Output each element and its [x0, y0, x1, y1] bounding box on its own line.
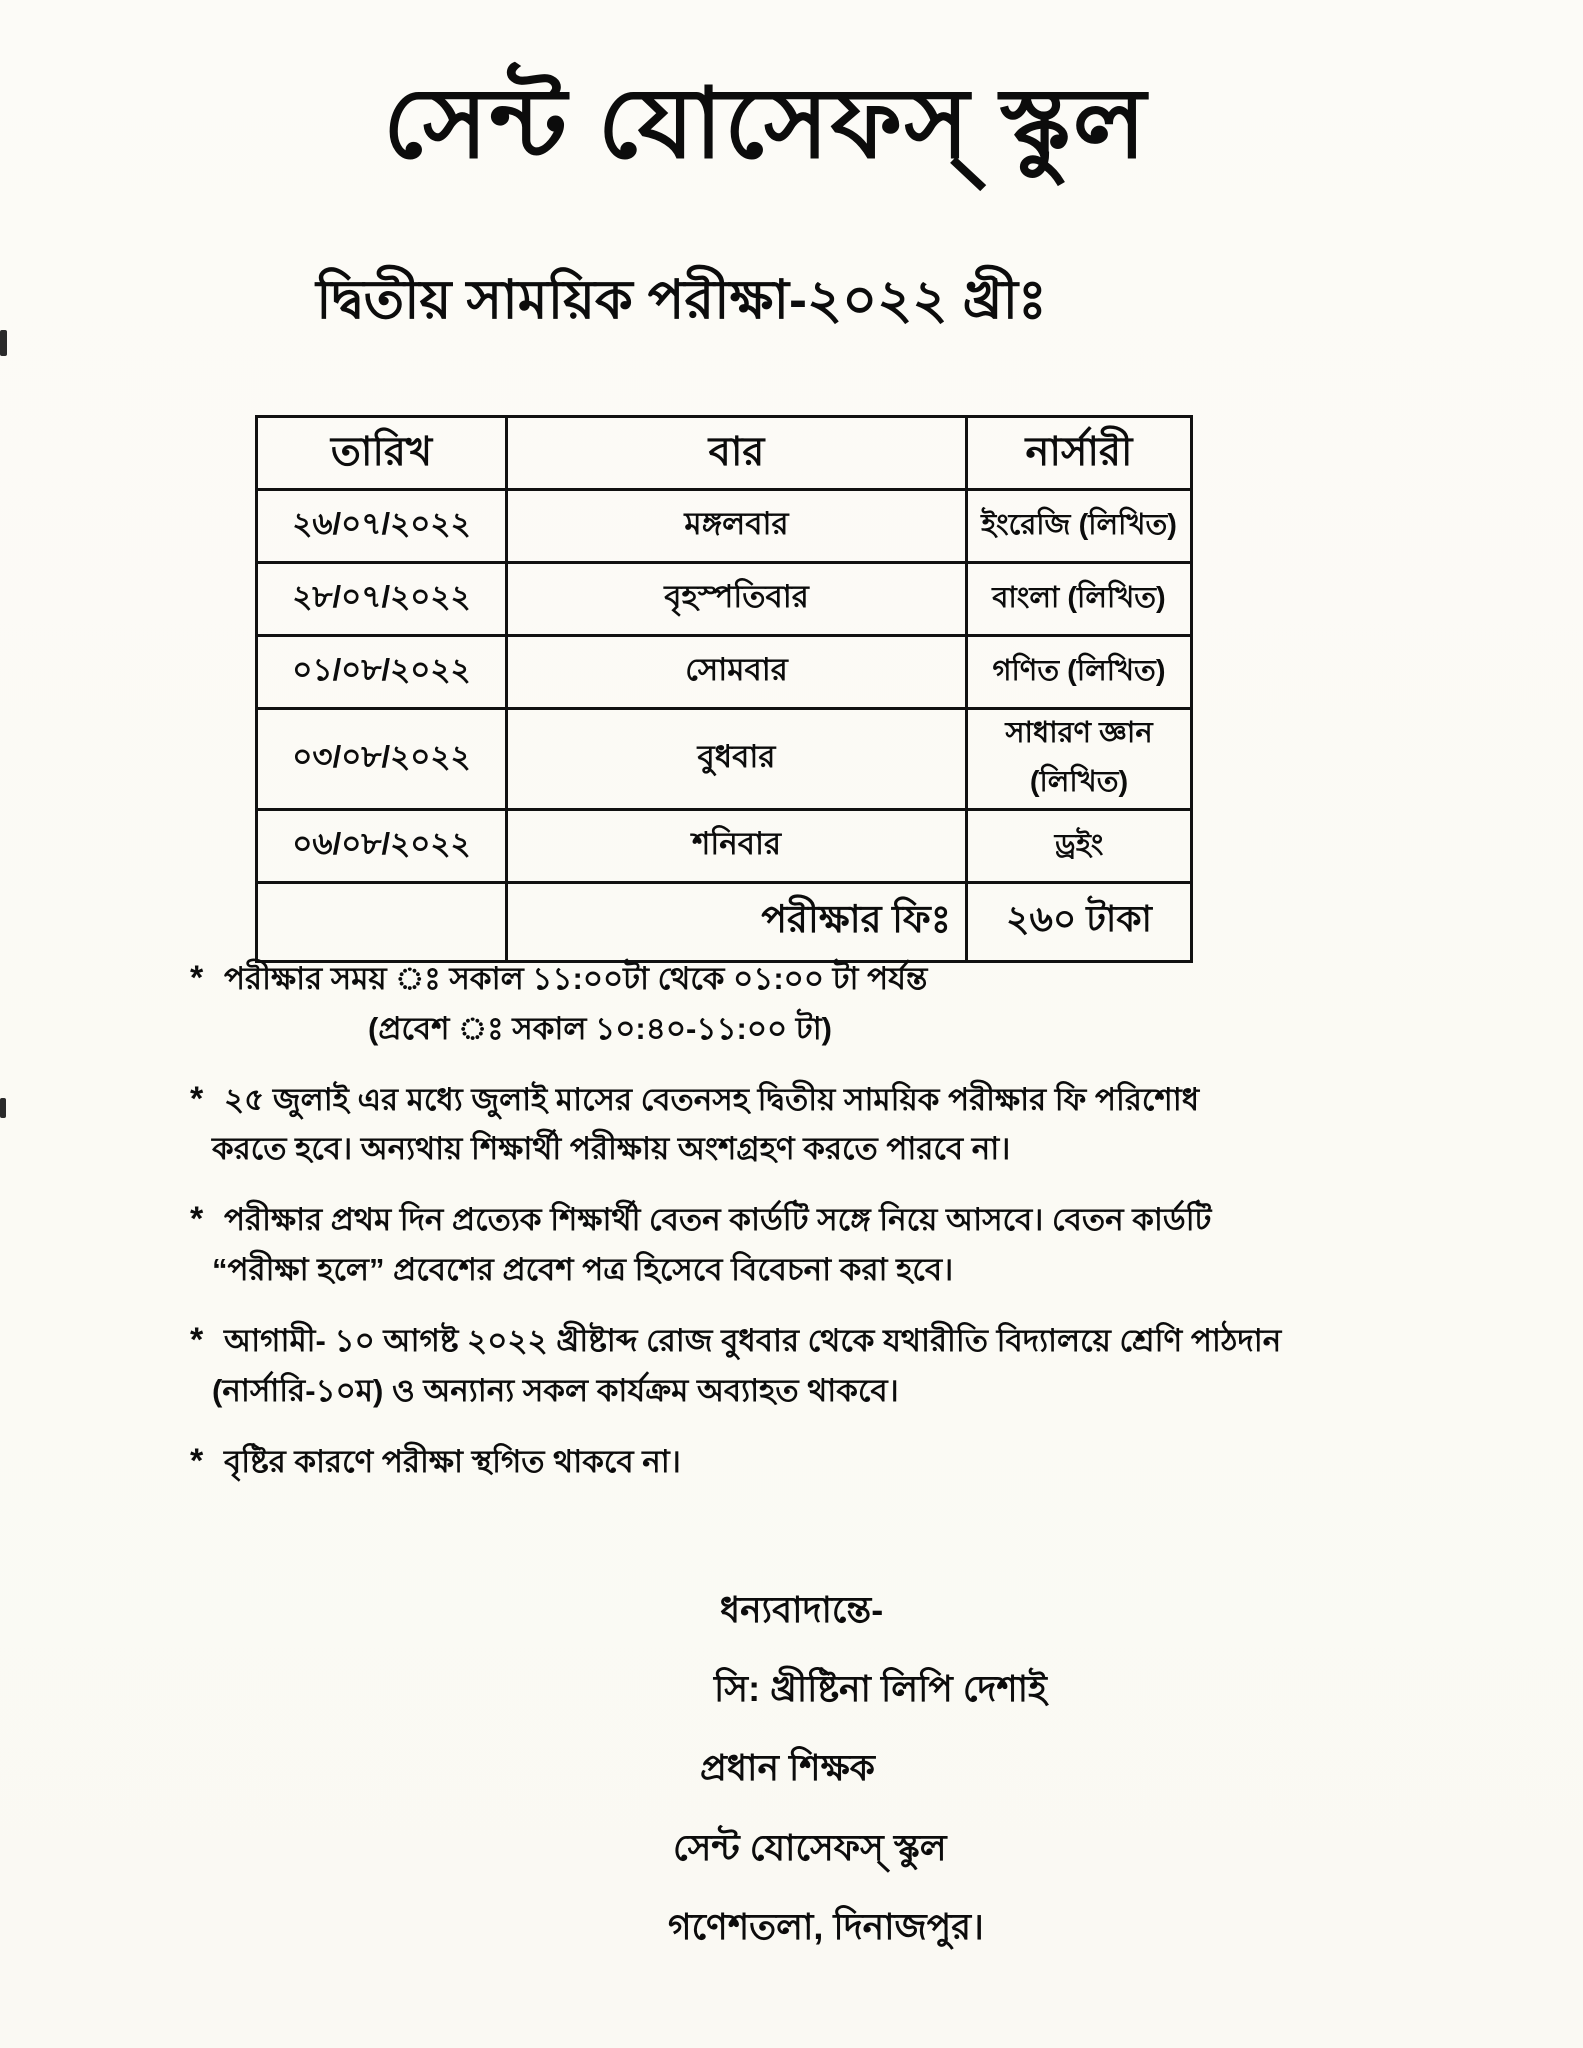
- asterisk-bullet: *: [190, 1321, 204, 1360]
- note-text: আগামী- ১০ আগষ্ট ২০২২ খ্রীষ্টাব্দ রোজ বুধবার থেকে যথারীতি বিদ্যালয়ে শ্রেণি পাঠদান: [224, 1323, 1282, 1359]
- signature-designation: প্রধান শিক্ষক: [700, 1747, 875, 1789]
- note-fee-deadline: [190, 1073, 1350, 1174]
- exam-subject: গণিত (লিখিত): [967, 636, 1192, 709]
- exam-date: ০৬/০৮/২০২২: [257, 810, 507, 883]
- exam-subject: সাধারণ জ্ঞান (লিখিত): [967, 709, 1192, 810]
- exam-day: সোমবার: [507, 636, 967, 709]
- exam-day: বুধবার: [507, 709, 967, 810]
- table-row: [257, 563, 1192, 636]
- column-header-date: তারিখ: [257, 417, 507, 490]
- exam-subject: ইংরেজি (লিখিত): [967, 490, 1192, 563]
- exam-fee-label: পরীক্ষার ফিঃ: [507, 883, 967, 962]
- exam-day: মঙ্গলবার: [507, 490, 967, 563]
- signature-address: গণেশতলা, দিনাজপুর।: [668, 1905, 984, 1947]
- table-header-row: [257, 417, 1192, 490]
- note-rain-policy: [190, 1435, 1350, 1488]
- note-text-continued: করতে হবে। অন্যথায় শিক্ষার্থী পরীক্ষায় অংশগ্রহণ করতে পারবে না।: [212, 1131, 1011, 1167]
- asterisk-bullet: *: [190, 959, 204, 997]
- exam-date: ২৮/০৭/২০২২: [257, 563, 507, 636]
- note-pay-card: [190, 1193, 1350, 1294]
- column-header-class: নার্সারী: [967, 417, 1192, 490]
- exam-subject: ড্রইং: [967, 810, 1192, 883]
- exam-subject: বাংলা (লিখিত): [967, 563, 1192, 636]
- note-text: ২৫ জুলাই এর মধ্যে জুলাই মাসের বেতনসহ দ্বিতীয় সাময়িক পরীক্ষার ফি পরিশোধ: [224, 1081, 1200, 1117]
- exam-date: ০৩/০৮/২০২২: [257, 709, 507, 810]
- note-text: পরীক্ষার প্রথম দিন প্রত্যেক শিক্ষার্থী বেতন কার্ডটি সঙ্গে নিয়ে আসবে। বেতন কার্ডটি: [224, 1202, 1212, 1238]
- asterisk-bullet: *: [190, 1441, 204, 1480]
- table-row: [257, 490, 1192, 563]
- signature-thanks: ধন্যবাদান্তে-: [720, 1589, 884, 1630]
- asterisk-bullet: *: [190, 1079, 204, 1118]
- column-header-day: বার: [507, 417, 967, 490]
- school-name-title: সেন্ট যোসেফস্ স্কুল: [383, 68, 1148, 178]
- scan-artifact: [0, 1098, 6, 1118]
- note-text-continued: “পরীক্ষা হলে” প্রবেশের প্রবেশ পত্র হিসেবে বিবেচনা করা হবে।: [212, 1252, 954, 1288]
- asterisk-bullet: *: [190, 1200, 204, 1239]
- note-text: পরীক্ষার সময় ঃ সকাল ১১:০০টা থেকে ০১:০০ টা পর্যন্ত: [224, 961, 928, 996]
- exam-date: ২৬/০৭/২০২২: [257, 490, 507, 563]
- note-exam-time: [190, 952, 1350, 1053]
- note-classes-resume: [190, 1314, 1350, 1415]
- table-row: [257, 810, 1192, 883]
- empty-cell: [257, 883, 507, 962]
- signature-school: সেন্ট যোসেফস্ স্কুল: [673, 1826, 947, 1868]
- table-row: [257, 636, 1192, 709]
- signature-name: সি: খ্রীষ্টিনা লিপি দেশাই: [714, 1668, 1047, 1710]
- exam-fee-value: ২৬০ টাকা: [967, 883, 1192, 962]
- note-text: বৃষ্টির কারণে পরীক্ষা স্থগিত থাকবে না।: [224, 1443, 681, 1479]
- notes-section: [190, 952, 1350, 1508]
- exam-title-subtitle: দ্বিতীয় সাময়িক পরীক্ষা-২০২২ খ্রীঃ: [316, 270, 1047, 330]
- signature-block: [668, 1588, 1047, 1984]
- exam-date: ০১/০৮/২০২২: [257, 636, 507, 709]
- exam-day: বৃহস্পতিবার: [507, 563, 967, 636]
- exam-day: শনিবার: [507, 810, 967, 883]
- note-text-continued: (প্রবেশ ঃ সকাল ১০:৪০-১১:০০ টা): [368, 1010, 833, 1046]
- note-text-continued: (নার্সারি-১০ম) ও অন্যান্য সকল কার্যক্রম অব্যাহত থাকবে।: [212, 1372, 899, 1408]
- table-row: [257, 709, 1192, 810]
- exam-schedule-table: [255, 415, 1193, 963]
- exam-fee-row: [257, 883, 1192, 962]
